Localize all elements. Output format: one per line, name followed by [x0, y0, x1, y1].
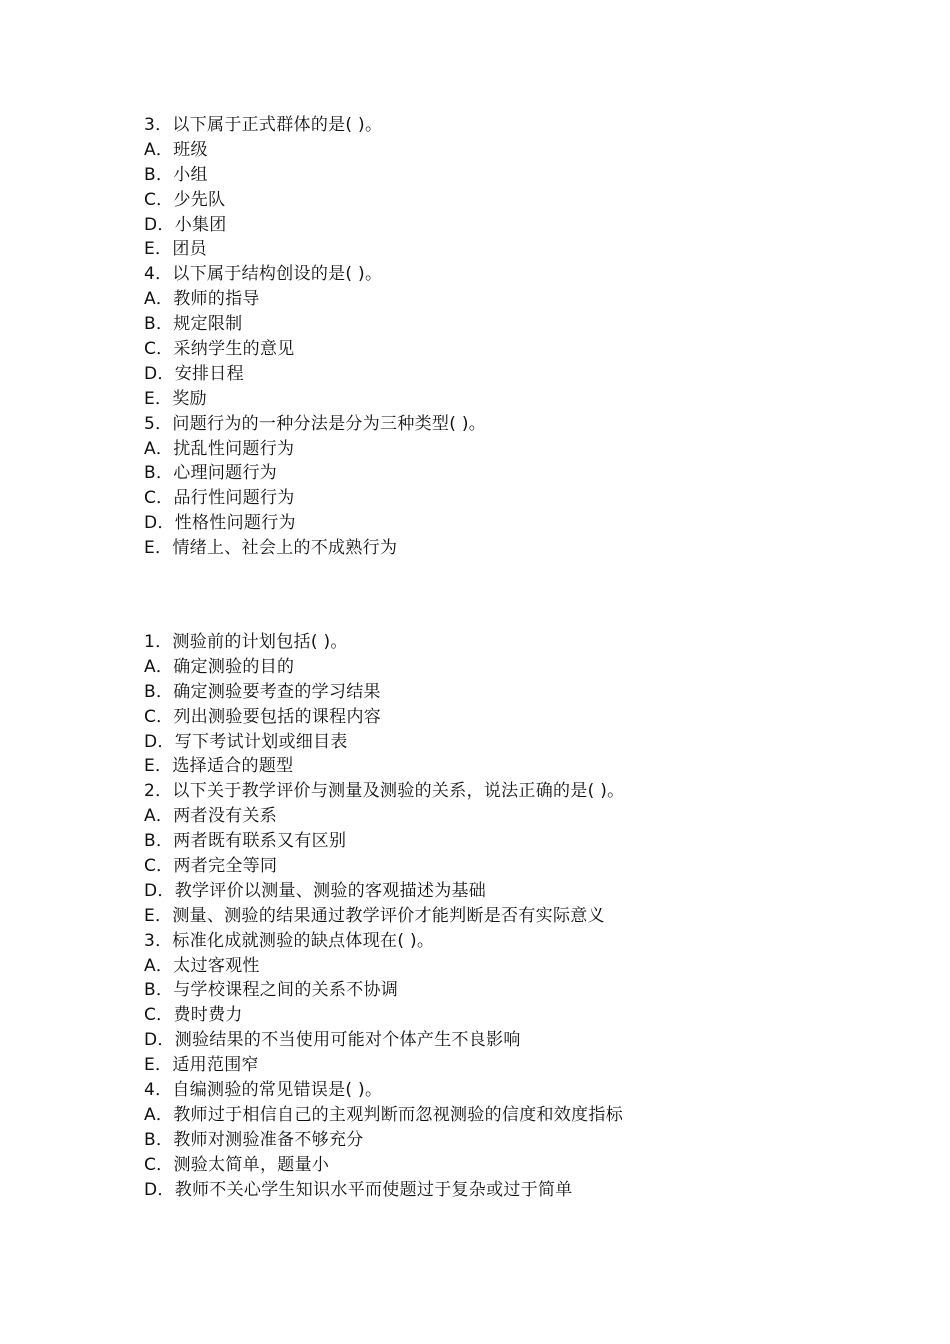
question-section-2 [144, 630, 844, 1202]
text-line: B．心理问题行为 [144, 463, 278, 484]
text-line: A．确定测验的目的 [144, 656, 295, 677]
text-line: D．安排日程 [144, 363, 244, 384]
text-line: C．品行性问题行为 [144, 488, 295, 509]
text-line: B．小组 [144, 164, 208, 185]
text-line: B．教师对测验准备不够充分 [144, 1129, 364, 1150]
text-line: C．采纳学生的意见 [144, 339, 295, 360]
text-line: A．扰乱性问题行为 [144, 438, 295, 459]
text-line: C．费时费力 [144, 1005, 243, 1026]
text-line: 3．标准化成就测验的缺点体现在( )。 [144, 930, 435, 951]
text-line: D．性格性问题行为 [144, 513, 296, 534]
text-line: D．小集团 [144, 214, 227, 235]
text-line: B．确定测验要考查的学习结果 [144, 681, 381, 702]
text-line: A．太过客观性 [144, 955, 260, 976]
text-line: E．测量、测验的结果通过教学评价才能判断是否有实际意义 [144, 905, 605, 926]
text-line: D．教师不关心学生知识水平而使题过于复杂或过于简单 [144, 1179, 573, 1200]
text-line: 4．以下属于结构创设的是( )。 [144, 264, 383, 285]
text-line: E．情绪上、社会上的不成熟行为 [144, 538, 398, 559]
text-line: 4．自编测验的常见错误是( )。 [144, 1080, 383, 1101]
text-line: A．班级 [144, 139, 208, 160]
text-line: C．少先队 [144, 189, 226, 210]
text-line: A．两者没有关系 [144, 806, 278, 827]
text-line: C．两者完全等同 [144, 856, 278, 877]
text-line: B．两者既有联系又有区别 [144, 831, 347, 852]
text-line: C．测验太简单，题量小 [144, 1154, 330, 1175]
text-line: B．与学校课程之间的关系不协调 [144, 980, 399, 1001]
text-line: 2．以下关于教学评价与测量及测验的关系，说法正确的是( )。 [144, 781, 625, 802]
text-line: C．列出测验要包括的课程内容 [144, 706, 382, 727]
text-line: 1．测验前的计划包括( )。 [144, 632, 348, 652]
text-line: E．团员 [144, 239, 207, 260]
text-line: D．测验结果的不当使用可能对个体产生不良影响 [144, 1030, 521, 1051]
question-section-1 [144, 113, 844, 561]
text-line: B．规定限制 [144, 314, 243, 335]
text-line: 5．问题行为的一种分法是分为三种类型( )。 [144, 413, 487, 434]
text-line: E．奖励 [144, 388, 207, 409]
text-line: E．选择适合的题型 [144, 756, 294, 777]
text-line: 3．以下属于正式群体的是( )。 [144, 115, 383, 135]
text-line: D．写下考试计划或细目表 [144, 731, 348, 752]
text-line: E．适用范围窄 [144, 1055, 259, 1076]
text-line: A．教师的指导 [144, 289, 260, 310]
text-line: D．教学评价以测量、测验的客观描述为基础 [144, 880, 487, 901]
text-line: A．教师过于相信自己的主观判断而忽视测验的信度和效度指标 [144, 1104, 624, 1125]
